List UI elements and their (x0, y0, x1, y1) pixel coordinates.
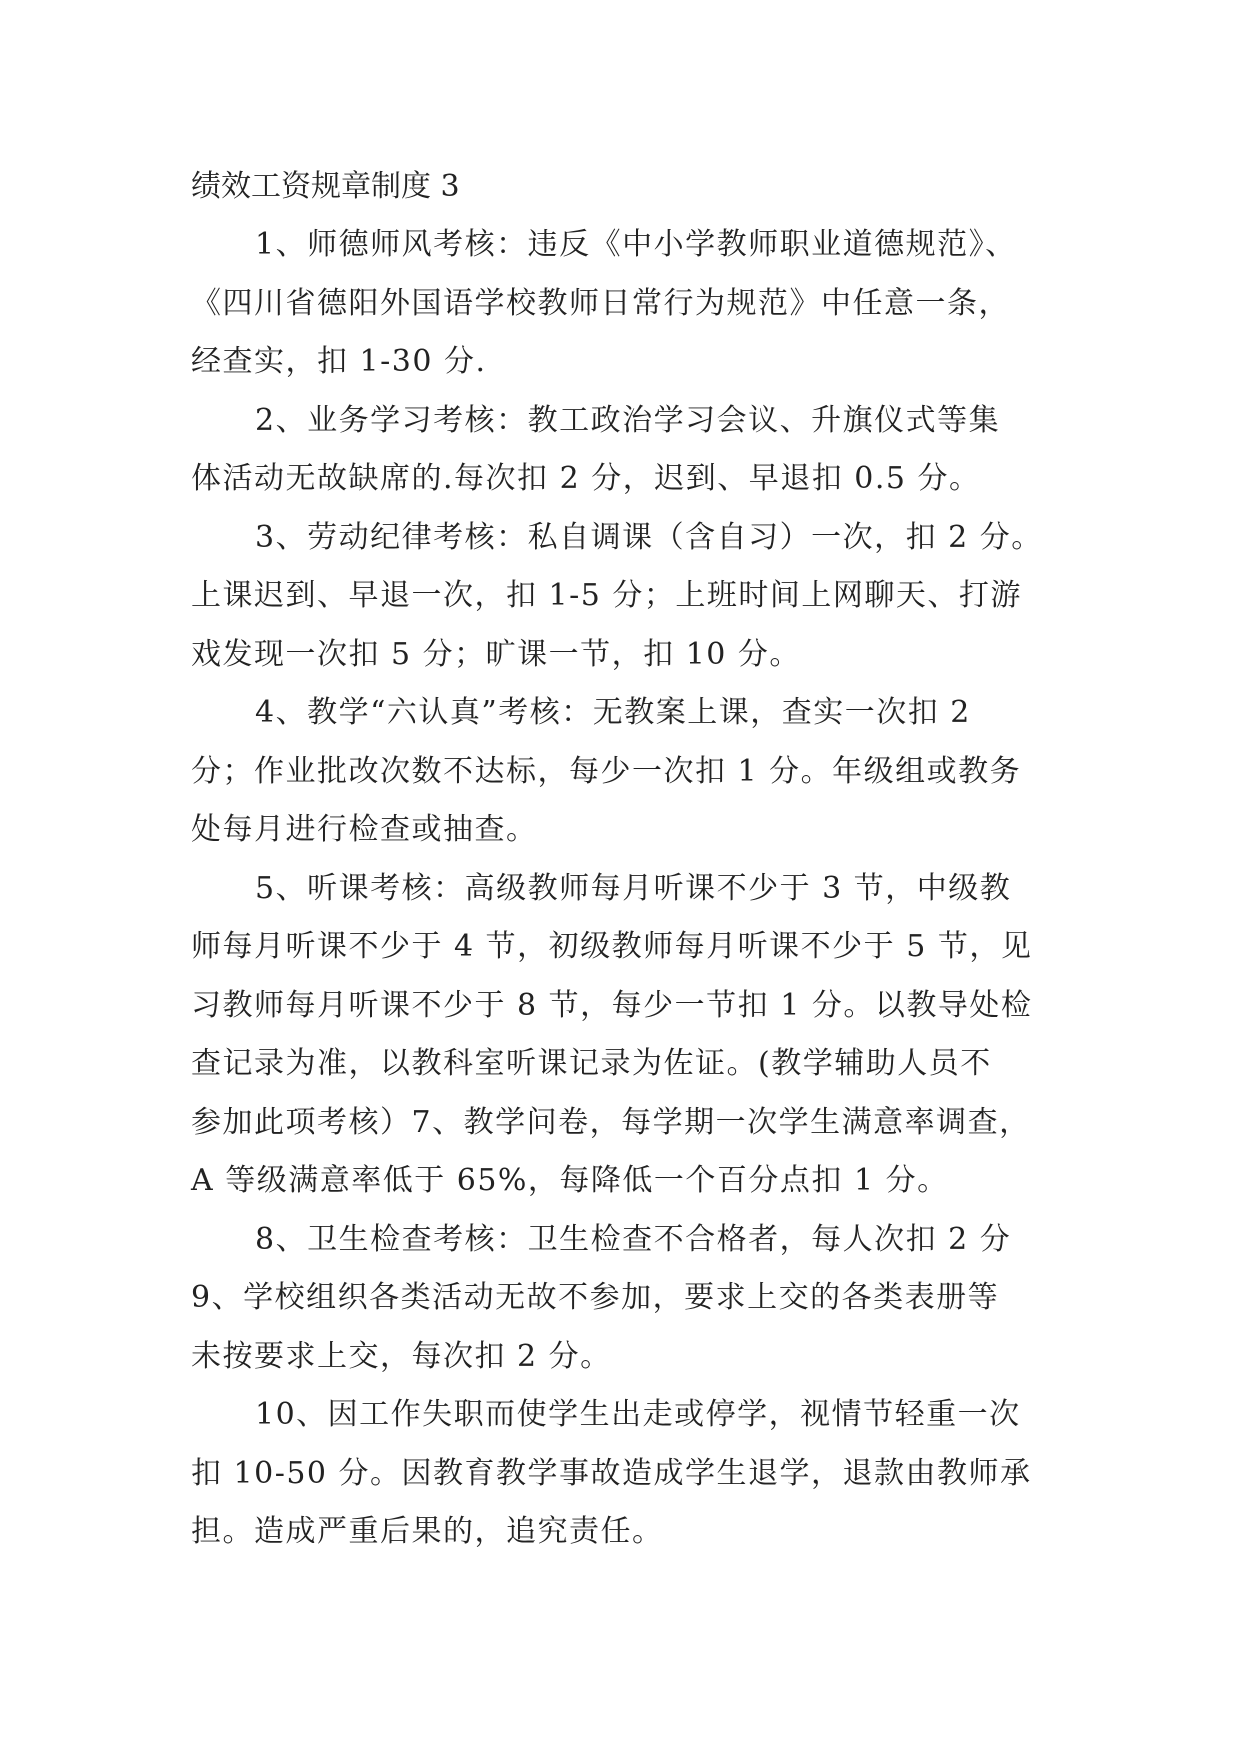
paragraph-2 (191, 392, 1071, 509)
paragraph-line: 扣 10-50 分。因教育教学事故造成学生退学，退款由教师承 (191, 1455, 1032, 1491)
document-title: 绩效工资规章制度 3 (191, 169, 460, 204)
paragraph-line: 处每月进行检查或抽查。 (191, 812, 538, 847)
document-body (191, 158, 1071, 1562)
paragraph-line: 9、学校组织各类活动无故不参加，要求上交的各类表册等 (191, 1280, 1000, 1315)
paragraph-line: 参加此项考核）7、教学问卷，每学期一次学生满意率调查， (191, 1104, 1031, 1140)
paragraph-line: 上课迟到、早退一次，扣 1-5 分；上班时间上网聊天、打游 (191, 578, 1022, 613)
paragraph-7 (191, 1386, 1071, 1562)
paragraph-line: 戏发现一次扣 5 分；旷课一节，扣 10 分。 (191, 636, 801, 672)
paragraph-line: 体活动无故缺席的.每次扣 2 分，迟到、早退扣 0.5 分。 (191, 461, 981, 496)
paragraph-line: 5、听课考核：高级教师每月听课不少于 3 节，中级教 (255, 870, 1012, 906)
paragraph-line: 4、教学“六认真”考核：无教案上课，查实一次扣 2 (255, 695, 971, 730)
paragraph-line: 1、师德师风考核：违反《中小学教师职业道德规范》、 (255, 227, 1017, 262)
paragraph-line: 分；作业批改次数不达标，每少一次扣 1 分。年级组或教务 (191, 753, 1022, 789)
paragraph-line: 8、卫生检查考核：卫生检查不合格者，每人次扣 2 分 (255, 1221, 1012, 1257)
paragraph-1 (191, 216, 1071, 392)
paragraph-line: 《四川省德阳外国语学校教师日常行为规范》中任意一条， (191, 285, 1010, 321)
paragraph-4 (191, 684, 1071, 860)
paragraph-line: 3、劳动纪律考核：私自调课（含自习）一次，扣 2 分。 (255, 519, 1043, 555)
paragraph-5 (191, 860, 1071, 1211)
paragraph-6 (191, 1211, 1071, 1387)
paragraph-line: 师每月听课不少于 4 节，初级教师每月听课不少于 5 节，见 (191, 929, 1033, 964)
paragraph-line: 10、因工作失职而使学生出走或停学，视情节轻重一次 (255, 1397, 1021, 1432)
paragraph-line: 习教师每月听课不少于 8 节，每少一节扣 1 分。以教导处检 (191, 987, 1033, 1023)
paragraph-line: 未按要求上交，每次扣 2 分。 (191, 1338, 612, 1374)
paragraph-line: 查记录为准，以教科室听课记录为佐证。(教学辅助人员不 (191, 1046, 992, 1081)
paragraph-line: 2、业务学习考核：教工政治学习会议、升旗仪式等集 (255, 402, 1001, 438)
paragraph-line: 担。造成严重后果的，追究责任。 (191, 1514, 664, 1549)
paragraph-3 (191, 509, 1071, 685)
paragraph-line: A 等级满意率低于 65%，每降低一个百分点扣 1 分。 (191, 1163, 949, 1198)
paragraph-line: 经查实，扣 1-30 分. (191, 344, 487, 379)
